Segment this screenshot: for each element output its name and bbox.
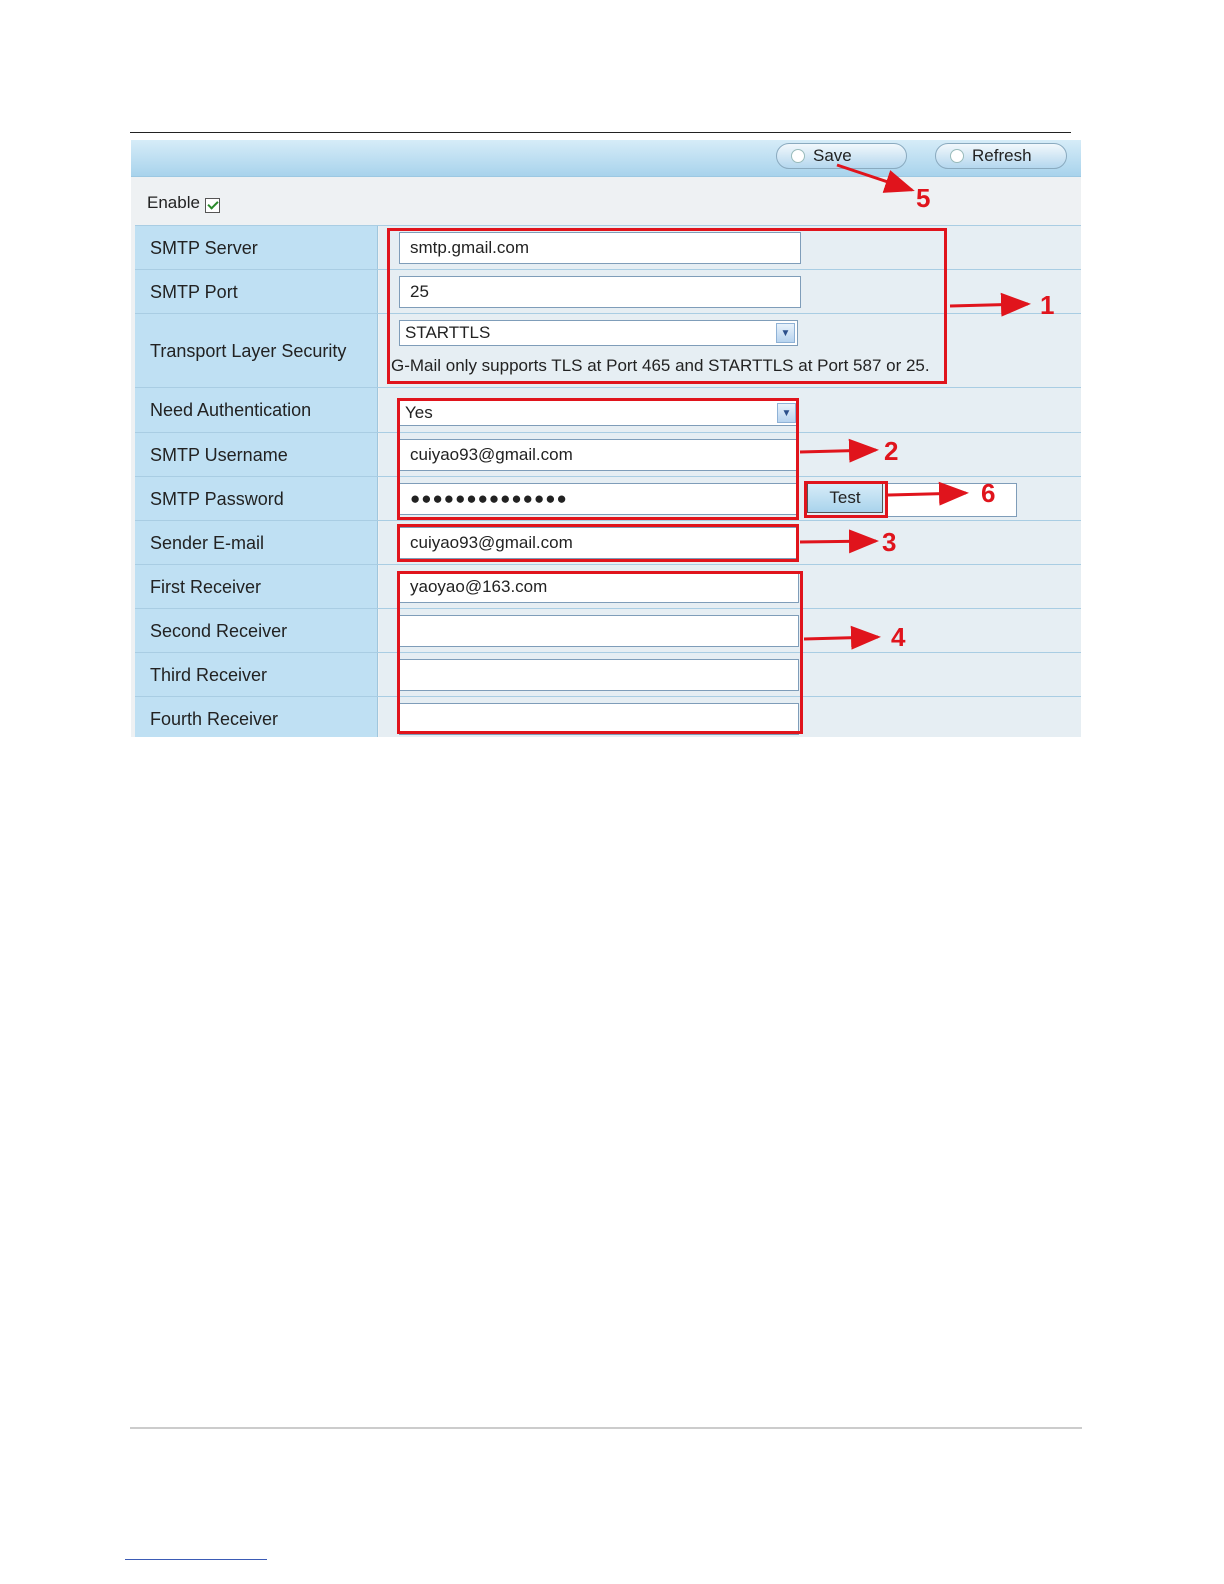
third-receiver-label: Third Receiver [135, 653, 378, 697]
first-receiver-input[interactable]: yaoyao@163.com [399, 571, 799, 603]
callout-box-6 [804, 481, 888, 518]
tls-selected-value: STARTTLS [405, 323, 491, 342]
smtp-port-label: SMTP Port [135, 270, 378, 314]
tls-hint: G-Mail only supports TLS at Port 465 and STARTTLS at Port 587 or 25. [391, 356, 930, 375]
smtp-username-input[interactable]: cuiyao93@gmail.com [399, 439, 797, 471]
second-receiver-label: Second Receiver [135, 609, 378, 653]
smtp-port-input[interactable]: 25 [399, 276, 801, 308]
callout-box-1 [387, 228, 947, 384]
sender-email-label: Sender E-mail [135, 521, 378, 565]
sender-email-input[interactable]: cuiyao93@gmail.com [399, 527, 797, 559]
callout-box-4 [397, 571, 803, 734]
chevron-down-icon[interactable]: ▼ [777, 403, 796, 423]
top-rule [130, 132, 1071, 133]
callout-box-2 [397, 398, 799, 520]
callout-box-3 [397, 524, 799, 562]
fourth-receiver-label: Fourth Receiver [135, 697, 378, 737]
first-receiver-label: First Receiver [135, 565, 378, 609]
tls-label: Transport Layer Security [135, 314, 378, 388]
test-result-box [885, 483, 1017, 517]
bottom-rule [130, 1427, 1082, 1429]
callout-number-2: 2 [884, 436, 899, 466]
save-icon [791, 149, 805, 163]
footer-link-underline [125, 1559, 267, 1560]
save-button[interactable] [776, 143, 907, 169]
refresh-button[interactable] [935, 143, 1067, 169]
callout-number-6: 6 [981, 478, 996, 508]
enable-checkbox[interactable] [205, 198, 220, 213]
refresh-icon [950, 149, 964, 163]
enable-row [147, 193, 220, 213]
callout-number-5: 5 [916, 183, 931, 213]
test-button[interactable]: Test [807, 483, 883, 513]
smtp-server-label: SMTP Server [135, 226, 378, 270]
callout-number-1: 1 [1040, 290, 1055, 320]
smtp-username-label: SMTP Username [135, 433, 378, 477]
enable-label: Enable [147, 193, 200, 212]
toolbar [131, 140, 1081, 177]
smtp-password-input[interactable]: ●●●●●●●●●●●●●● [399, 483, 797, 515]
need-auth-selected-value: Yes [405, 403, 433, 422]
callout-number-4: 4 [891, 622, 906, 652]
smtp-server-input[interactable]: smtp.gmail.com [399, 232, 801, 264]
refresh-label: Refresh [972, 146, 1032, 165]
chevron-down-icon[interactable]: ▼ [776, 323, 795, 343]
need-auth-label: Need Authentication [135, 388, 378, 433]
smtp-password-label: SMTP Password [135, 477, 378, 521]
callout-number-3: 3 [882, 527, 897, 557]
save-label: Save [813, 146, 852, 165]
